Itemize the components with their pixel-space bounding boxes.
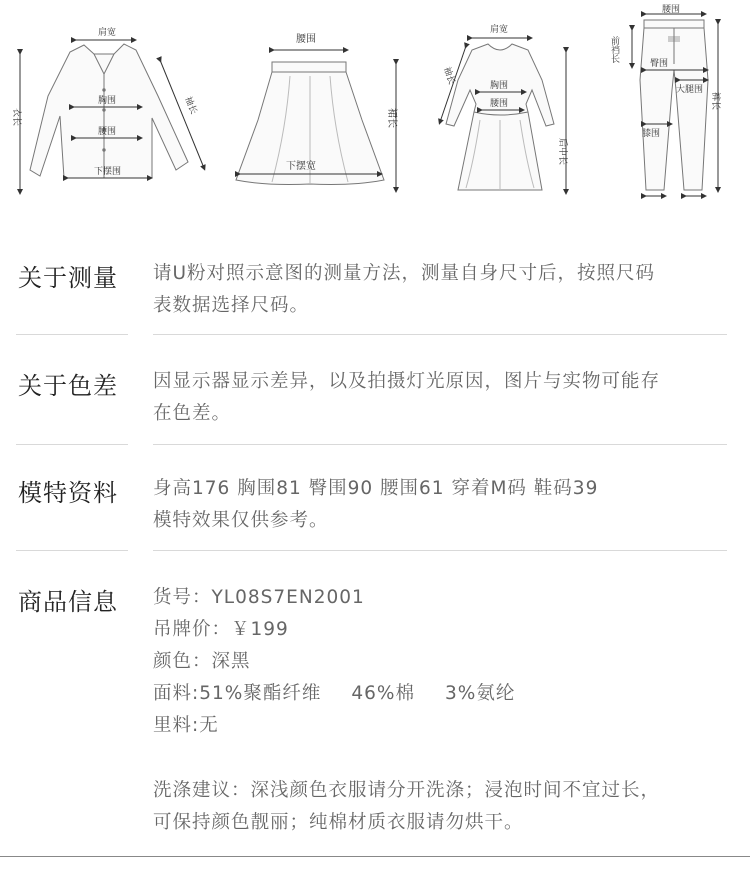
pants-hip-label: 臀围 bbox=[650, 59, 669, 69]
shirt-figure bbox=[30, 44, 188, 178]
divider bbox=[153, 334, 727, 335]
section-body bbox=[153, 258, 731, 322]
product-sku: 货号：YL08S7EN2001 bbox=[153, 587, 365, 608]
section-line: 身高176 胸围81 臀围90 腰围61 穿着M码 鞋码39 bbox=[153, 478, 599, 499]
dress-shoulder-label: 肩宽 bbox=[490, 25, 509, 35]
divider bbox=[153, 444, 727, 445]
section-title: 商品信息 bbox=[18, 588, 118, 616]
section-title: 关于测量 bbox=[18, 264, 118, 292]
pants-figure bbox=[640, 20, 708, 190]
shirt-sleeve-label: 袖长 bbox=[182, 95, 199, 116]
section-line: 因显示器显示差异，以及拍摄灯光原因，图片与实物可能存 bbox=[153, 371, 661, 392]
product-tag-price: 吊牌价：￥199 bbox=[153, 619, 289, 640]
section-body bbox=[153, 582, 731, 839]
pants-knee-label: 膝围 bbox=[642, 129, 661, 139]
garment-illustrations bbox=[0, 0, 750, 210]
pants-rise-label: 前裆长 bbox=[609, 36, 619, 63]
measurement-diagram bbox=[0, 0, 750, 210]
bottom-divider bbox=[0, 856, 750, 857]
section-line: 表数据选择尺码。 bbox=[153, 295, 310, 316]
section-title: 关于色差 bbox=[18, 372, 118, 400]
pants-waist-label: 腰围 bbox=[662, 5, 681, 15]
section-body bbox=[153, 473, 731, 537]
skirt-length-label: 裙长 bbox=[386, 108, 397, 128]
shirt-chest-label: 胸围 bbox=[98, 96, 117, 106]
section-body bbox=[153, 366, 731, 430]
shirt-length-label: 衣长 bbox=[11, 108, 21, 127]
pants-length-label: 裤长 bbox=[710, 92, 720, 111]
dress-waist-label: 腰围 bbox=[490, 99, 509, 109]
shirt-shoulder-label: 肩宽 bbox=[98, 28, 117, 38]
dress-sleeve-label: 袖长 bbox=[441, 65, 457, 87]
product-lining: 里料:无 bbox=[153, 715, 219, 736]
dress-back-length-label: 后中长 bbox=[557, 138, 567, 166]
shirt-waist-label: 腰围 bbox=[98, 127, 117, 137]
product-color: 颜色：深黑 bbox=[153, 651, 251, 672]
section-line: 在色差。 bbox=[153, 403, 232, 424]
fabric-polyester: 面料:51%聚酯纤维 bbox=[153, 683, 322, 704]
divider bbox=[16, 550, 128, 551]
fabric-cotton: 46%棉 bbox=[351, 683, 415, 704]
section-line: 请U粉对照示意图的测量方法，测量自身尺寸后，按照尺码 bbox=[153, 263, 656, 284]
shirt-hem-label: 下摆围 bbox=[94, 167, 122, 177]
care-line: 洗涤建议：深浅颜色衣服请分开洗涤；浸泡时间不宜过长， bbox=[153, 780, 661, 801]
skirt-waist-label: 腰围 bbox=[296, 34, 316, 45]
divider bbox=[153, 550, 727, 551]
divider bbox=[16, 444, 128, 445]
section-title: 模特资料 bbox=[18, 479, 118, 507]
fabric-spandex: 3%氨纶 bbox=[444, 683, 516, 704]
care-line: 可保持颜色靓丽；纯棉材质衣服请勿烘干。 bbox=[153, 812, 524, 833]
section-line: 模特效果仅供参考。 bbox=[153, 510, 329, 531]
spacer bbox=[153, 742, 731, 775]
pants-thigh-label: 大腿围 bbox=[676, 85, 704, 95]
product-fabric bbox=[153, 678, 731, 710]
dress-chest-label: 胸围 bbox=[490, 81, 509, 91]
dress-figure bbox=[446, 44, 554, 190]
divider bbox=[16, 334, 128, 335]
skirt-hem-label: 下摆宽 bbox=[286, 161, 316, 172]
